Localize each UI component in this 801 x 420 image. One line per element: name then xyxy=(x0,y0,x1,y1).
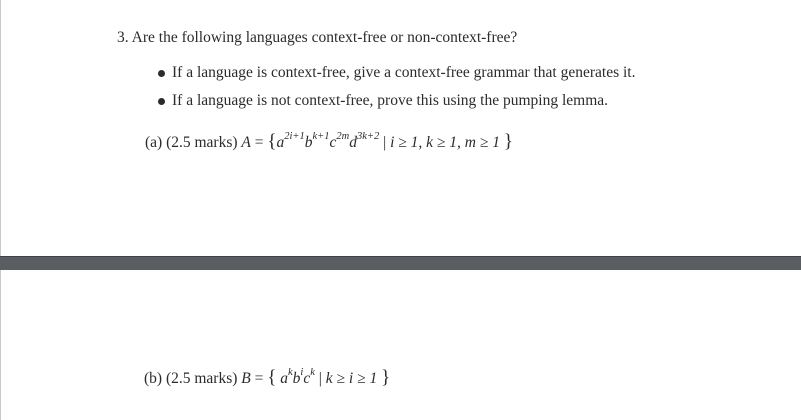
part-a-marks: (2.5 marks) xyxy=(166,134,238,151)
bullet-dot-icon xyxy=(158,98,165,105)
part-a-conditions: i ≥ 1, k ≥ 1, m ≥ 1 xyxy=(390,134,501,151)
part-b-exp-a: k xyxy=(288,366,293,378)
part-a-exp-b: k+1 xyxy=(312,130,330,142)
part-a-exp-c: 2m xyxy=(336,130,350,142)
page-separator xyxy=(0,256,801,271)
part-b-exp-c: k xyxy=(310,366,315,378)
page-bottom xyxy=(0,270,801,420)
question-3 xyxy=(117,29,517,47)
part-a: (a) (2.5 marks) $A = \{a^{2i+1}b^{k+1}c^{2m}d^{3k+2}$ | i ≥ 1, k ≥ 1, m ≥ 1 } xyxy=(145,130,514,152)
part-b-marks: (2.5 marks) xyxy=(165,370,238,387)
part-a-exp-d: 3k+2 xyxy=(357,130,380,142)
bullet-text-2: If a language is not context-free, prove this using the pumping lemma. xyxy=(172,92,609,109)
part-a-label: (a) xyxy=(145,134,163,151)
bullet-dot-icon xyxy=(158,70,165,77)
part-a-exp-a: 2i+1 xyxy=(284,130,305,142)
part-b-exp-b: i xyxy=(300,366,304,378)
question-number: 3. xyxy=(117,29,129,46)
question-text: Are the following languages context-free or non-context-free? xyxy=(131,29,518,46)
part-b-language-name: B xyxy=(241,370,251,387)
part-a-language-name: A xyxy=(241,134,251,151)
bullet-text-1: If a language is context-free, give a context-free grammar that generates it. xyxy=(172,64,636,81)
part-b: (b) (2.5 marks) B = { $a^kb^ic^k$ | k ≥ i ≥ 1 } xyxy=(144,366,391,388)
part-b-label: (b) xyxy=(144,370,163,387)
part-b-conditions: k ≥ i ≥ 1 xyxy=(325,370,378,387)
